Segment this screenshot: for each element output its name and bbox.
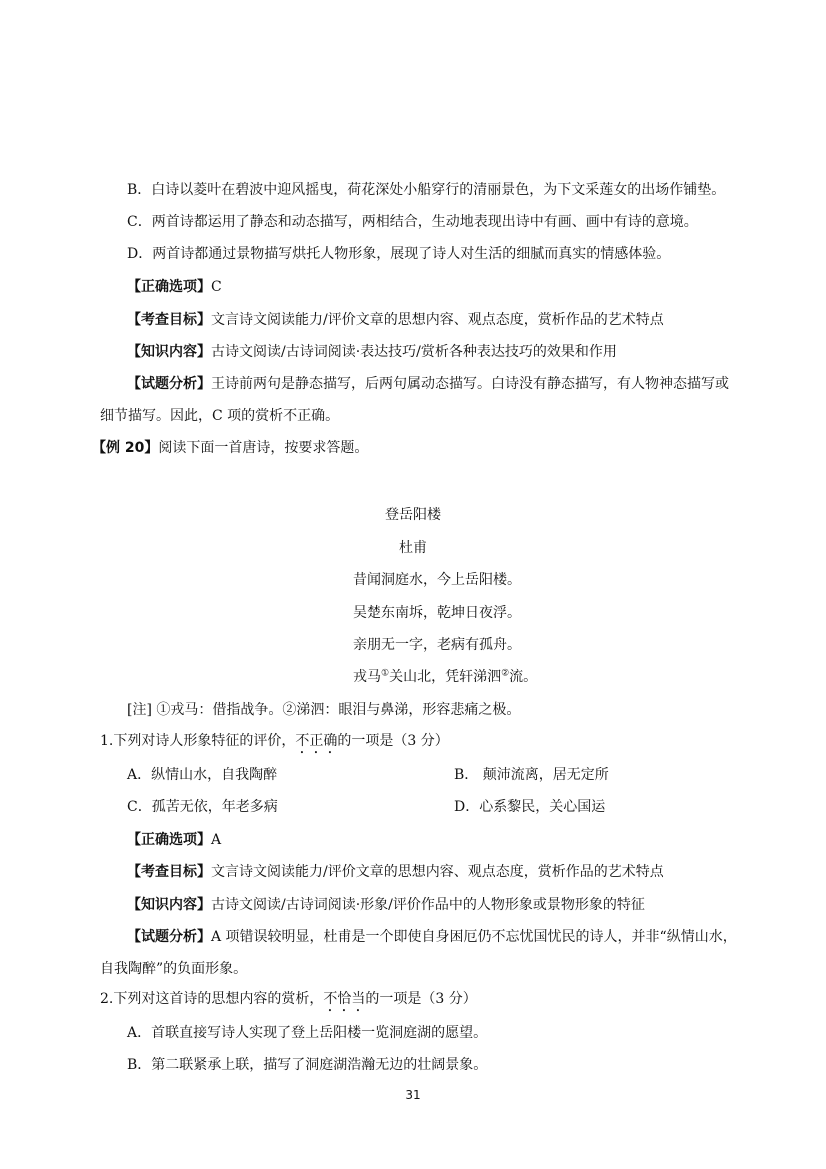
analysis-text-2-prev: 细节描写。因此，C 项的赏析不正确。: [100, 408, 340, 424]
target-row-prev: [127, 310, 664, 330]
question-2-stem-b: 的一项是（3 分）: [365, 991, 477, 1007]
knowledge-row-q1: [127, 895, 645, 915]
option-d-prev: D．两首诗都通过景物描写烘托人物形象，展现了诗人对生活的细腻而真实的情感体验。: [127, 246, 671, 262]
question-1-stem-a: 1.下列对诗人形象特征的评价，: [100, 733, 296, 749]
option-b-prev: B．白诗以菱叶在碧波中迎风摇曳，荷花深处小船穿行的清丽景色，为下文采莲女的出场作铺垫。: [127, 182, 726, 198]
q1-option-d: D．心系黎民，关心国运: [454, 799, 606, 815]
question-2-stem: [100, 989, 477, 1015]
question-1-emphasis: 不正确: [295, 733, 338, 749]
poem-line-4: [353, 667, 537, 687]
knowledge-value: 古诗文阅读/古诗词阅读·表达技巧/赏析各种表达技巧的效果和作用: [211, 344, 617, 360]
question-1-stem: [100, 731, 449, 757]
q1-option-a: A．纵情山水，自我陶醉: [127, 767, 278, 783]
answer-value: C: [211, 279, 222, 295]
target-value: 文言诗文阅读能力/评价文章的思想内容、观点态度，赏析作品的艺术特点: [211, 864, 664, 880]
analysis-row-q1: [127, 927, 737, 947]
answer-label: 【正确选项】: [127, 832, 211, 848]
question-2-stem-a: 2.下列对这首诗的思想内容的赏析，: [100, 991, 324, 1007]
knowledge-value: 古诗文阅读/古诗词阅读·形象/评价作品中的人物形象或景物形象的特征: [211, 897, 645, 913]
page-number: 31: [405, 1088, 421, 1102]
analysis-label: 【试题分析】: [127, 929, 211, 945]
analysis-row-prev: [127, 374, 729, 394]
poem-title: 登岳阳楼: [385, 507, 441, 523]
question-1-stem-b: 的一项是（3 分）: [337, 733, 449, 749]
q2-option-a: A．首联直接写诗人实现了登上岳阳楼一览洞庭湖的愿望。: [127, 1025, 488, 1041]
analysis-text-1: 王诗前两句是静态描写，后两句属动态描写。白诗没有静态描写，有人物神态描写或: [211, 376, 729, 392]
example-heading: [92, 438, 368, 458]
poem-line-3: 亲朋无一字，老病有孤舟。: [353, 637, 521, 653]
q1-option-c: C．孤苦无依，年老多病: [127, 799, 278, 815]
answer-row-prev: [127, 277, 222, 297]
question-1-options-row-1: [127, 765, 609, 785]
target-label: 【考查目标】: [127, 864, 211, 880]
knowledge-label: 【知识内容】: [127, 897, 211, 913]
q1-option-b: B． 颠沛流离，居无定所: [454, 767, 609, 783]
option-c-prev: C．两首诗都运用了静态和动态描写，两相结合，生动地表现出诗中有画、画中有诗的意境。: [127, 214, 698, 230]
q2-option-b: B．第二联紧承上联，描写了洞庭湖浩瀚无边的壮阔景象。: [127, 1057, 488, 1073]
example-label: 【例 20】: [92, 440, 159, 456]
poem-line-2: 吴楚东南坼，乾坤日夜浮。: [353, 605, 521, 621]
poem-line-1: 昔闻洞庭水，今上岳阳楼。: [353, 572, 521, 588]
poem-line-4-part-a: 戎马: [353, 669, 381, 685]
footnote-mark-2: ②: [501, 668, 510, 679]
poem-line-4-part-b: 关山北，凭轩涕泗: [389, 669, 502, 685]
poem-line-4-part-c: 流。: [509, 669, 538, 685]
analysis-label: 【试题分析】: [127, 376, 211, 392]
knowledge-row-prev: [127, 342, 617, 362]
poem-note: [注] ①戎马：借指战争。②涕泗：眼泪与鼻涕，形容悲痛之极。: [127, 702, 521, 718]
target-value: 文言诗文阅读能力/评价文章的思想内容、观点态度，赏析作品的艺术特点: [211, 312, 664, 328]
answer-label: 【正确选项】: [127, 279, 211, 295]
knowledge-label: 【知识内容】: [127, 344, 211, 360]
analysis-text-1: A 项错误较明显，杜甫是一个即使自身困厄仍不忘忧国忧民的诗人，并非“纵情山水，: [211, 929, 737, 945]
question-1-options-row-2: [127, 797, 606, 817]
target-row-q1: [127, 862, 664, 882]
footnote-mark-1: ①: [381, 668, 390, 679]
answer-value: A: [211, 832, 222, 848]
question-2-emphasis: 不恰当: [323, 991, 366, 1007]
poem-author: 杜甫: [399, 540, 427, 556]
example-instruction: 阅读下面一首唐诗，按要求答题。: [158, 440, 369, 456]
analysis-text-2-q1: 自我陶醉”的负面形象。: [100, 961, 248, 977]
answer-row-q1: [127, 830, 221, 850]
target-label: 【考查目标】: [127, 312, 211, 328]
